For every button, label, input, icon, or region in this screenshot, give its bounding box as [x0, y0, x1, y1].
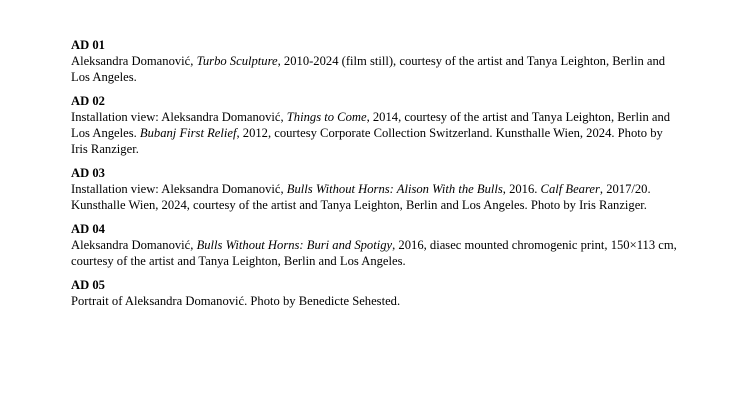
- caption-text: Installation view: Aleksandra Domanović,: [71, 110, 287, 124]
- credit-caption: [71, 237, 681, 269]
- credit-id: AD 04: [71, 222, 105, 236]
- caption-text: Aleksandra Domanović,: [71, 238, 197, 252]
- credit-entry-ad01: [71, 38, 681, 85]
- credit-caption: [71, 109, 681, 157]
- credit-entry-ad04: [71, 222, 681, 269]
- credit-id: AD 02: [71, 94, 105, 108]
- caption-text: Installation view: Aleksandra Domanović,: [71, 182, 287, 196]
- caption-text: , 2017/20. Kunsthalle Wien, 2024, courtesy of the artist and Tanya Leighton, Berlin and Los Angeles. Photo by Iris Ranziger.: [71, 182, 651, 212]
- artwork-title: Calf Bearer: [540, 182, 600, 196]
- credit-caption: [71, 293, 681, 309]
- credit-id: AD 05: [71, 278, 105, 292]
- caption-text: , 2014, courtesy of the artist and Tanya Leighton, Berlin and Los Angeles.: [71, 110, 671, 140]
- artwork-title: Bulls Without Horns: Buri and Spotigy: [196, 238, 393, 252]
- caption-text: , 2012, courtesy Corporate Collection Switzerland. Kunsthalle Wien, 2024. Photo by Iris Ranziger.: [71, 126, 663, 156]
- caption-text: Aleksandra Domanović,: [71, 54, 197, 68]
- caption-text: , 2016, diasec mounted chromogenic print, 150×113 cm, courtesy of the artist and Tanya Leighton, Berlin and Los Angeles.: [71, 238, 677, 268]
- artwork-title: Things to Come: [286, 110, 367, 124]
- credit-id: AD 03: [71, 166, 105, 180]
- credit-entry-ad03: [71, 166, 681, 213]
- artwork-title: Bulls Without Horns: Alison With the Bulls: [286, 182, 503, 196]
- credit-entry-ad02: [71, 94, 681, 157]
- credit-entry-ad05: [71, 278, 681, 309]
- image-credits-list: [71, 38, 681, 318]
- credit-caption: [71, 53, 681, 85]
- caption-text: , 2016.: [502, 182, 541, 196]
- artwork-title: Bubanj First Relief: [139, 126, 237, 140]
- credit-id: AD 01: [71, 38, 105, 52]
- caption-text: Portrait of Aleksandra Domanović. Photo by Benedicte Sehested.: [71, 294, 401, 308]
- caption-text: , 2010-2024 (film still), courtesy of the artist and Tanya Leighton, Berlin and Los Angeles.: [71, 54, 666, 84]
- credit-caption: [71, 181, 681, 213]
- artwork-title: Turbo Sculpture: [196, 54, 278, 68]
